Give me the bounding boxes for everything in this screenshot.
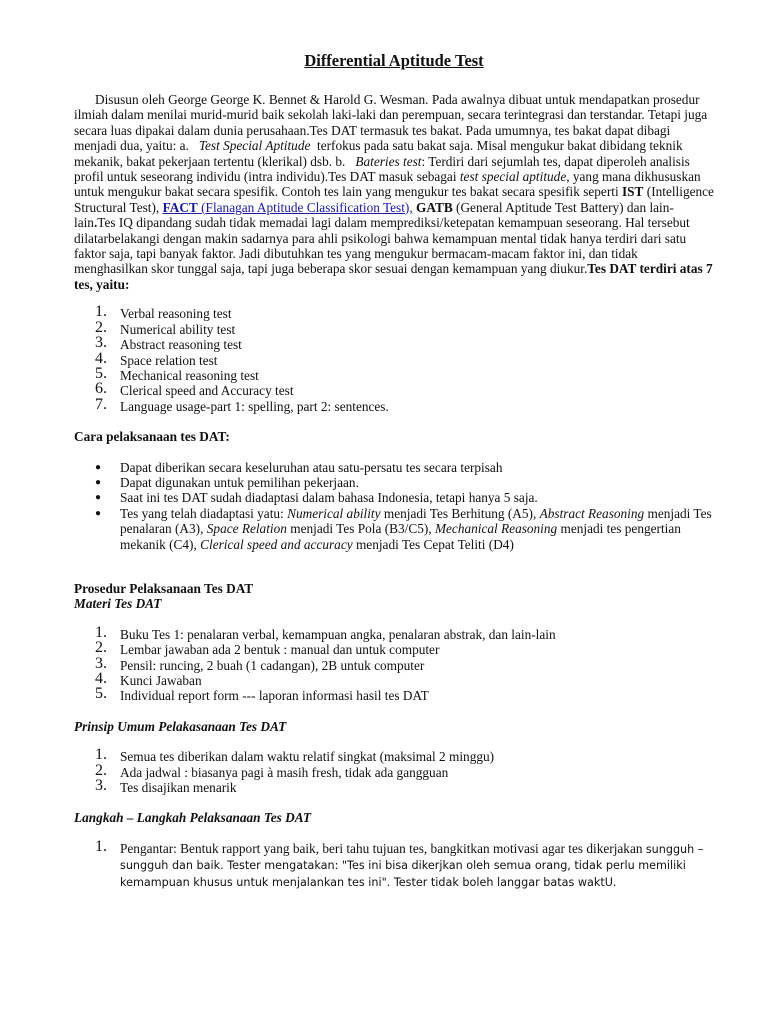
prinsip-list bbox=[74, 746, 714, 796]
list-item: 5. Mechanical reasoning test bbox=[95, 364, 259, 383]
intro-text: (General Aptitude Test Battery) dan lain-lain bbox=[74, 199, 674, 231]
langkah-heading: Langkah – Langkah Pelaksanaan Tes DAT bbox=[74, 810, 312, 826]
prosedur-heading: Prosedur Pelaksanaan Tes DAT bbox=[74, 580, 254, 596]
list-item: ● Dapat diberikan secara keseluruhan atau satu-persatu tes secara terpisah bbox=[95, 459, 503, 475]
list-item: 1. Pengantar: Bentuk rapport yang baik, beri tahu tujuan tes, bangkitkan motivasi agar tes dikerjakan sungguh – sungguh dan baik. Tester mengatakan: "Tes ini bisa dikerjkan oleh semua orang, tidak perlu memiliki kemampuan khusus untuk menjalankan tes ini". Tester tidak boleh langgar batas waktU. bbox=[95, 837, 704, 890]
list-item: 2. Numerical ability test bbox=[95, 318, 236, 337]
list-item: 1. Verbal reasoning test bbox=[95, 303, 232, 322]
bullet-icon: ● bbox=[95, 507, 102, 519]
intro-text: Disusun oleh George George K. Bennet & Harold G. Wesman. Pada awalnya dibuat untuk mendapatkan prosedur ilmiah dalam menilai murid-murid baik sekolah laki-laki dan perempuan, secara terintegrasi dan terstandar. Tetapi juga secara luas dipakai dalam dunia perusahaan.Tes DAT termasuk tes bakat. Pada umumnya, tes bakat dapat dibagi menjadi dua, yaitu: a. bbox=[74, 92, 708, 154]
document-title: Differential Aptitude Test bbox=[304, 51, 484, 70]
list-item: 2. Lembar jawaban ada 2 bentuk : manual dan untuk computer bbox=[95, 639, 440, 658]
materi-list bbox=[74, 623, 714, 704]
bullet-icon: ● bbox=[95, 461, 102, 473]
list-item: 3. Tes disajikan menarik bbox=[95, 777, 237, 796]
list-item: 7. Language usage-part 1: spelling, part 2: sentences. bbox=[95, 395, 389, 414]
term-ist: IST bbox=[621, 184, 644, 200]
intro-text: (Intelligence Structural Test), bbox=[74, 184, 714, 215]
prinsip-heading: Prinsip Umum Pelakasanaan Tes DAT bbox=[74, 718, 287, 734]
list-item: ● Tes yang telah diadaptasi yatu: Numerical ability menjadi Tes Berhitung (A5), Abstract Reasoning menjadi Tes penalaran (A3), Space Relation menjadi Tes Pola (B3/C5), Mechanical Reasoning menjadi tes pengertian mekanik (C4), Clerical speed and accuracy menjadi Tes Cepat Teliti (D4) bbox=[95, 505, 712, 552]
list-item: 1. Semua tes diberikan dalam waktu relatif singkat (maksimal 2 minggu) bbox=[95, 746, 495, 765]
list-item: 4. Kunci Jawaban bbox=[95, 670, 202, 688]
term-bateries-test: Bateries test bbox=[355, 153, 422, 169]
intro-text: , yang mana dikhususkan untuk mengukur bakat secara spesifik. Contoh tes lain yang mengukur tes bakat secara spesifik seperti bbox=[74, 169, 701, 200]
tests-list bbox=[74, 303, 714, 414]
list-item: 3. Pensil: runcing, 2 buah (1 cadangan), 2B untuk computer bbox=[95, 654, 425, 673]
intro-text: terfokus pada satu bakat saja. Misal mengukur bakat dibidang teknik mekanik, bakat pekerjaan tertentu (klerikal) dsb. b. bbox=[74, 138, 683, 169]
list-item: 1. Buku Tes 1: penalaran verbal, kemampuan angka, penalaran abstrak, dan lain-lain bbox=[95, 623, 556, 642]
cara-heading: Cara pelaksanaan tes DAT: bbox=[74, 429, 230, 445]
intro-paragraph: Disusun oleh George George K. Bennet & Harold G. Wesman. Pada awalnya dibuat untuk mendapatkan prosedur ilmiah dalam menilai murid-murid baik sekolah laki-laki dan perempuan, secara terintegrasi dan terstandar. Tetapi juga secara luas dipakai dalam dunia perusahaan.Tes DAT termasuk tes bakat. Pada umumnya, tes bakat dapat dibagi menjadi dua, yaitu: a. Test Special Aptitude terfokus pada satu bakat saja. Misal mengukur bakat dibidang teknik mekanik, bakat pekerjaan tertentu (klerikal) dsb. b. Bateries test: Terdiri dari sejumlah tes, dapat diperoleh analisis profil untuk seseorang individu (intra individu).Tes DAT masuk sebagai test special aptitude, yang mana dikhususkan untuk mengukur bakat secara spesifik. Contoh tes lain yang mengukur tes bakat secara spesifik seperti IST (Intelligence Structural Test), FACT (Flanagan Aptitude Classification Test), GATB (General Aptitude Test Battery) dan lain-lain.Tes IQ dipandang sudah tidak memadai lagi dalam memprediksi/ketepatan kemampuan seseorang. Hal tersebut dilatarbelakangi dengan makin sadarnya para ahli psikologi bahwa kemampuan mental tidak hanya terdiri dari satu faktor saja, tapi banyak faktor. Jadi dibutuhkan tes yang mengukur bermacam-macam faktor ini, dan tidak menghasilkan skor tunggal saja, tapi juga beberapa skor sesuai dengan kemampuan yang diukur.Tes DAT terdiri atas 7 tes, yaitu: bbox=[74, 92, 714, 292]
bullet-icon: ● bbox=[95, 476, 102, 488]
list-item: 6. Clerical speed and Accuracy test bbox=[95, 380, 294, 399]
list-item: 5. Individual report form --- laporan informasi hasil tes DAT bbox=[95, 685, 429, 704]
list-item: ● Dapat digunakan untuk pemilihan pekerjaan. bbox=[95, 474, 359, 490]
document-page bbox=[74, 52, 714, 891]
cara-list bbox=[74, 460, 714, 552]
bullet-icon: ● bbox=[95, 492, 102, 504]
langkah-list bbox=[74, 837, 714, 891]
intro-text: Tes IQ dipandang sudah tidak memadai lagi dalam memprediksi/ketepatan kemampuan seseorang. Hal tersebut dilatarbelakangi dengan makin sadarnya para ahli psikologi bahwa kemampuan mental tidak hanya terdiri dari satu faktor saja, tapi banyak faktor. Jadi dibutuhkan tes yang mengukur bermacam-macam faktor ini, dan tidak menghasilkan skor tunggal saja, tapi juga beberapa skor sesuai dengan kemampuan yang diukur. bbox=[74, 215, 690, 277]
intro-bold-text: Tes DAT terdiri atas 7 tes, yaitu: bbox=[74, 261, 713, 292]
term-test-special-aptitude: test special aptitude bbox=[459, 169, 567, 185]
intro-text: : Terdiri dari sejumlah tes, dapat diperoleh analisis profil untuk seseorang individu (intra individu).Tes DAT masuk sebagai bbox=[74, 153, 690, 185]
list-item: 4. Space relation test bbox=[95, 349, 218, 368]
fact-link[interactable] bbox=[163, 200, 413, 215]
langkah-text-continued: sungguh – sungguh dan baik. Tester mengatakan: "Tes ini bisa dikerjkan oleh semua orang, tidak perlu memiliki kemampuan khusus untuk menjalankan tes ini". Tester tidak boleh langgar batas waktU. bbox=[120, 842, 704, 890]
list-item: 3. Abstract reasoning test bbox=[95, 334, 242, 353]
list-item: ● Saat ini tes DAT sudah diadaptasi dalam bahasa Indonesia, tetapi hanya 5 saja. bbox=[95, 490, 538, 506]
term-test-special-aptitude: Test Special Aptitude bbox=[198, 138, 311, 154]
langkah-text: Pengantar: Bentuk rapport yang baik, beri tahu tujuan tes, bangkitkan motivasi agar tes dikerjakan bbox=[120, 840, 643, 856]
list-item: 2. Ada jadwal : biasanya pagi à masih fresh, tidak ada gangguan bbox=[95, 761, 449, 780]
fact-link-label: FACT bbox=[162, 199, 198, 215]
materi-subheading: Materi Tes DAT bbox=[74, 596, 162, 612]
fact-link-description: (Flanagan Aptitude Classification Test), bbox=[201, 199, 413, 215]
term-gatb: GATB bbox=[416, 199, 453, 215]
